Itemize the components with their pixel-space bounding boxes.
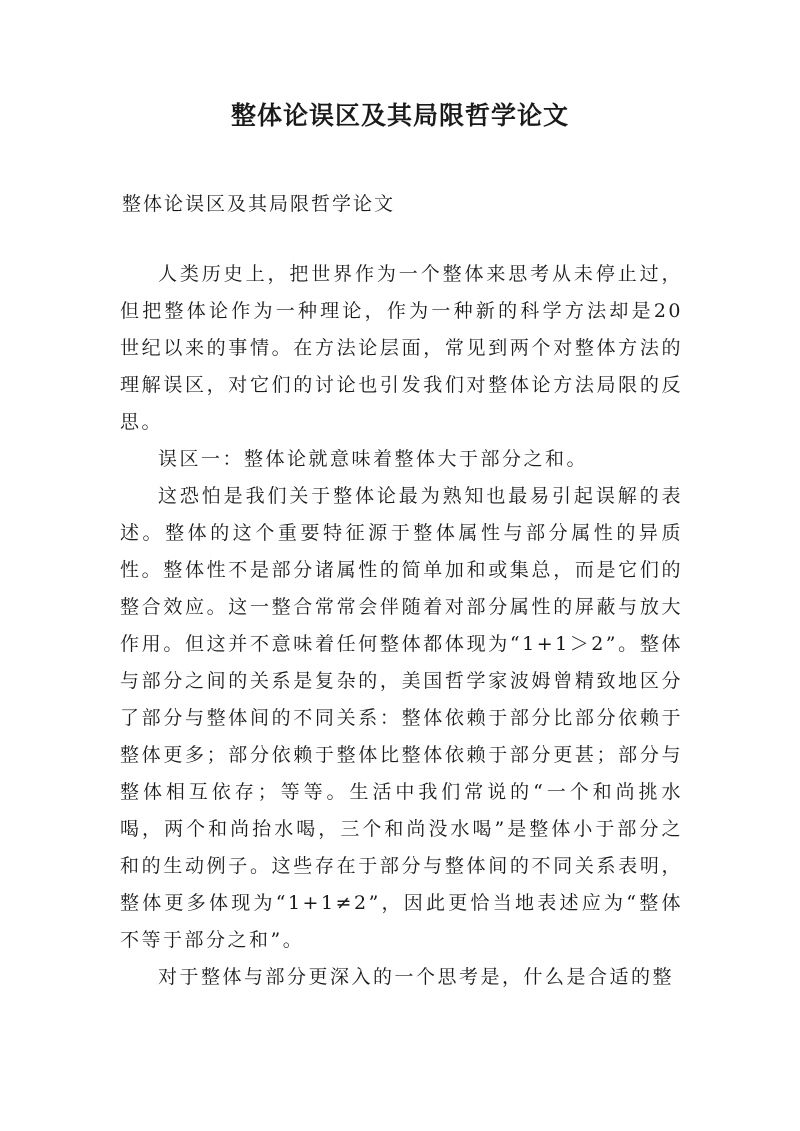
paragraph-misconception-one: 误区一：整体论就意味着整体大于部分之和。	[158, 448, 589, 470]
paragraph-further-thought: 对于整体与部分更深入的一个思考是，什么是合适的整	[158, 966, 675, 988]
document-body	[120, 256, 683, 996]
paragraph-explanation: 这恐怕是我们关于整体论最为熟知也最易引起误解的表述。整体的这个重要特征源于整体属性与部分属性的异质性。整体性不是部分诸属性的简单加和或集总，而是它们的整合效应。这一整合常常会伴随着对部分属性的屏蔽与放大作用。但这并不意味着任何整体都体现为“1+1＞2”。整体与部分之间的关系是复杂的，美国哲学家波姆曾精致地区分了部分与整体间的不同关系：整体依赖于部分比部分依赖于整体更多；部分依赖于整体比整体依赖于部分更甚；部分与整体相互依存；等等。生活中我们常说的“一个和尚挑水喝，两个和尚抬水喝，三个和尚没水喝”是整体小于部分之和的生动例子。这些存在于部分与整体间的不同关系表明，整体更多体现为“1+1≠2”，因此更恰当地表述应为“整体不等于部分之和”。	[120, 485, 683, 951]
document-title: 整体论误区及其局限哲学论文	[230, 101, 569, 130]
document-subtitle: 整体论误区及其局限哲学论文	[122, 193, 396, 215]
paragraph-intro: 人类历史上，把世界作为一个整体来思考从未停止过，但把整体论作为一种理论，作为一种新的科学方法却是20世纪以来的事情。在方法论层面，常见到两个对整体方法的理解误区，对它们的讨论也引发我们对整体论方法局限的反思。	[120, 263, 683, 433]
